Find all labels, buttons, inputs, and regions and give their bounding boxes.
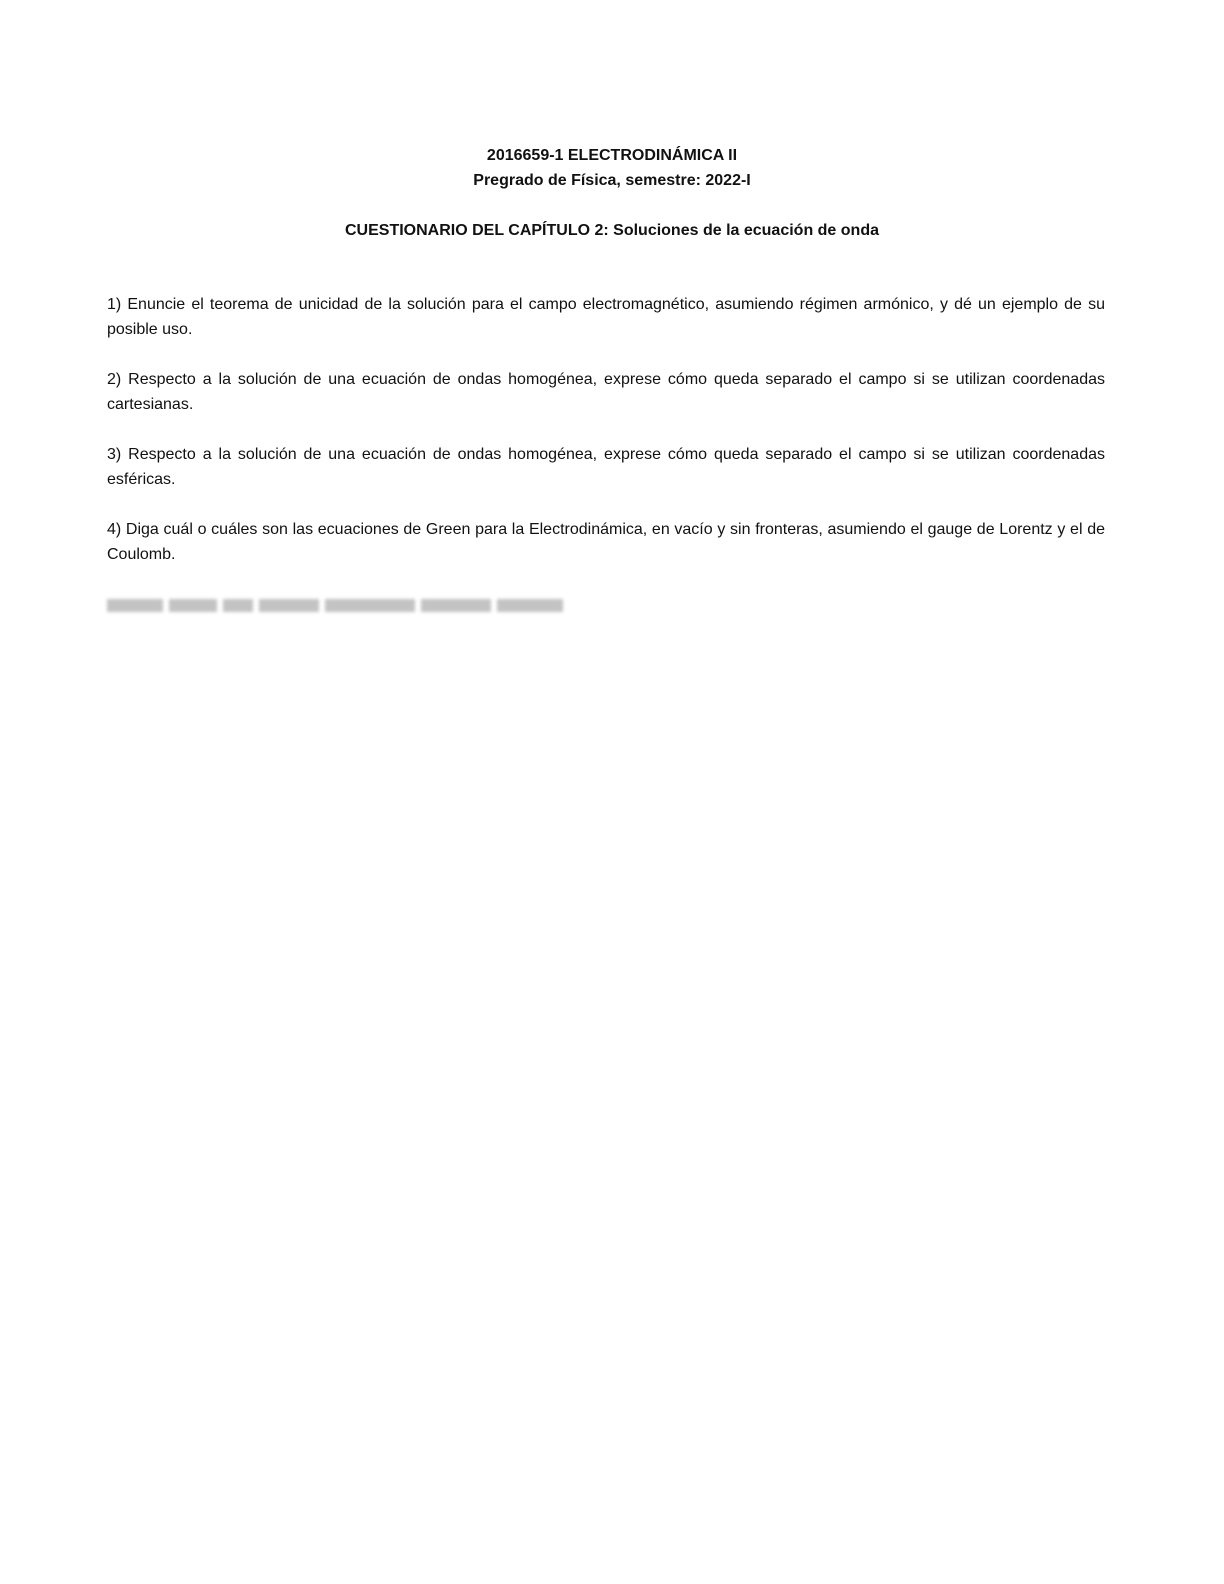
redacted-block bbox=[223, 599, 253, 612]
redacted-block bbox=[325, 599, 415, 612]
redacted-block bbox=[421, 599, 491, 612]
question-4: 4) Diga cuál o cuáles son las ecuaciones de Green para la Electrodinámica, en vacío y sin fronteras, asumiendo el gauge de Lorentz y el de Coulomb. bbox=[107, 521, 1105, 563]
questionnaire-title: CUESTIONARIO DEL CAPÍTULO 2: Soluciones de la ecuación de onda bbox=[344, 222, 879, 239]
redacted-block bbox=[497, 599, 563, 612]
question-2: 2) Respecto a la solución de una ecuación de ondas homogénea, exprese cómo queda separado el campo si se utilizan coordenadas cartesianas. bbox=[107, 371, 1105, 413]
document-header bbox=[0, 143, 1224, 243]
program-semester: Pregrado de Física, semestre: 2022-I bbox=[473, 172, 751, 189]
redacted-text-line bbox=[107, 595, 563, 615]
redacted-block bbox=[107, 599, 163, 612]
header-spacer bbox=[0, 193, 1224, 218]
course-code-title: 2016659-1 ELECTRODINÁMICA II bbox=[486, 147, 738, 164]
question-1: 1) Enuncie el teorema de unicidad de la solución para el campo electromagnético, asumiendo régimen armónico, y dé un ejemplo de su posible uso. bbox=[107, 296, 1105, 338]
redacted-block bbox=[169, 599, 217, 612]
redacted-block bbox=[259, 599, 319, 612]
question-3: 3) Respecto a la solución de una ecuación de ondas homogénea, exprese cómo queda separado el campo si se utilizan coordenadas esféricas. bbox=[107, 446, 1105, 488]
question-list bbox=[107, 292, 1105, 592]
